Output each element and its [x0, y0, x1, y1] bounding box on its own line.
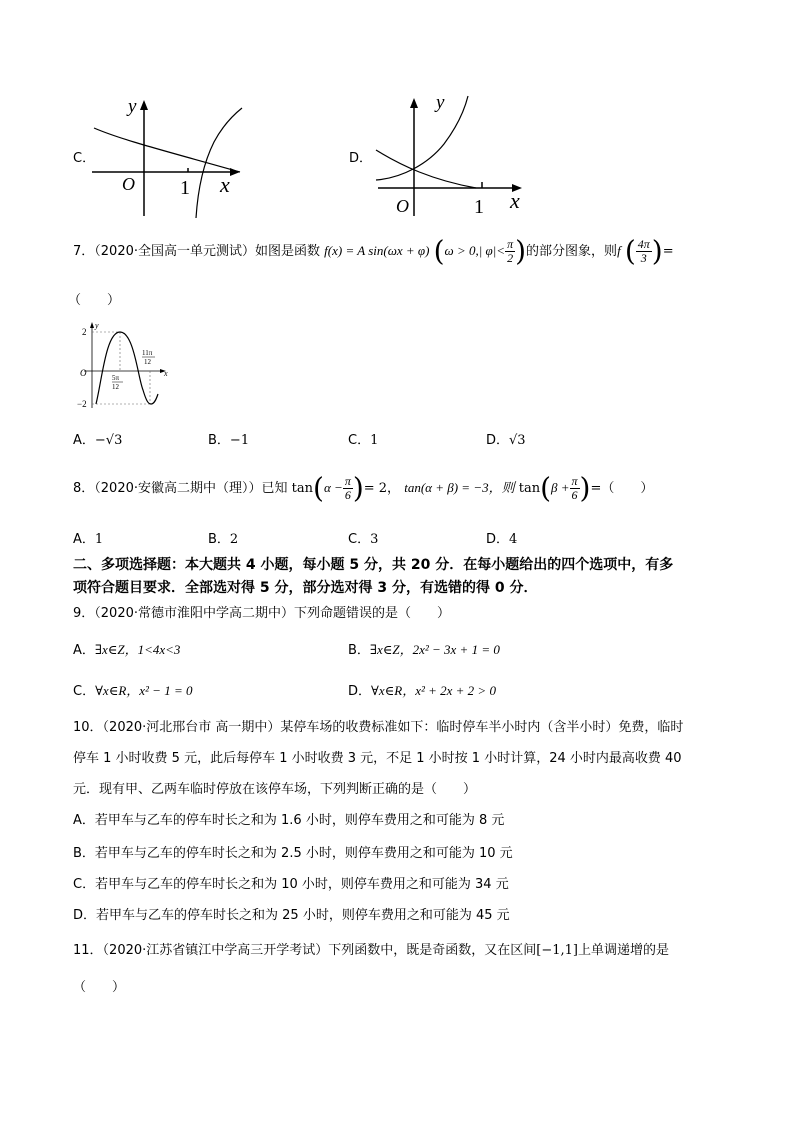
sine-curve [96, 332, 158, 404]
tick-11pi-num: 11π [142, 349, 153, 357]
y-axis-arrow [410, 98, 418, 108]
q7-answer-blank[interactable]: （ ） [68, 293, 121, 308]
q8-stem: 8．（2020·安徽高二期中（理））已知 tan(α − $\frac{\pi}{6}$ )= 2， tan(α + β) = −3，则 tan(β + $\frac{\pi}{6}$ )=（ ） [73, 471, 654, 505]
origin-label: O [396, 196, 409, 216]
q7-equals: = [662, 244, 674, 259]
q11-answer-blank[interactable]: （ ） [73, 980, 126, 995]
q10-stem-line3: 元．现有甲、乙两车临时停放在该停车场，下列判断正确的是（ ） [73, 782, 477, 797]
tick-5pi-num: 5π [112, 374, 120, 382]
q7-function: f(x) = A sin(ωx + φ) [324, 243, 430, 258]
q7-f: f [617, 243, 621, 258]
q10-option-d[interactable]: D．若甲车与乙车的停车时长之和为 25 小时，则停车费用之和可能为 45 元 [73, 908, 510, 923]
origin-label: O [122, 174, 135, 194]
q10-option-a[interactable]: A．若甲车与乙车的停车时长之和为 1.6 小时，则停车费用之和可能为 8 元 [73, 813, 505, 828]
y-axis-arrow [90, 322, 94, 328]
q8-pi-over-6-b: $\frac{\pi}{6}$ [571, 474, 578, 502]
q7-option-a[interactable]: A．−√3 [73, 433, 123, 448]
y-label: y [436, 92, 445, 113]
tick-5pi-den: 12 [112, 383, 119, 391]
q7-source: （2020·全国高一单元测试） [94, 244, 255, 259]
tick-11pi-den: 12 [144, 358, 151, 366]
q11-interval: [−1,1] [536, 943, 578, 958]
x-label: x [220, 172, 230, 197]
q7-pi-over-2: $\frac{\pi}{2}$ [507, 237, 514, 265]
q7-option-b[interactable]: B．−1 [208, 433, 250, 448]
q10-stem-line2: 停车 1 小时收费 5 元，此后每停车 1 小时收费 3 元，不足 1 小时按 1 小时计算，24 小时内最高收费 40 [73, 751, 682, 766]
q8-option-a[interactable]: A．1 [73, 532, 104, 547]
q6-option-d-label[interactable]: D． [349, 151, 373, 166]
q8-source: （2020·安徽高二期中（理）） [94, 481, 262, 496]
q8-pi-over-6-a: $\frac{\pi}{6}$ [344, 474, 351, 502]
origin-label: O [80, 368, 87, 378]
q10-option-b[interactable]: B．若甲车与乙车的停车时长之和为 2.5 小时，则停车费用之和可能为 10 元 [73, 846, 513, 861]
q8-option-d[interactable]: D．4 [486, 532, 518, 547]
increasing-curve [376, 96, 468, 180]
y-axis-arrow [140, 100, 148, 110]
q10-option-c[interactable]: C．若甲车与乙车的停车时长之和为 10 小时，则停车费用之和可能为 34 元 [73, 877, 509, 892]
q7-option-c[interactable]: C．1 [348, 433, 379, 448]
x-label: x [164, 369, 168, 378]
q6-option-c-label[interactable]: C． [73, 151, 96, 166]
y-label: y [95, 321, 99, 330]
q7-stem: 7．（2020·全国高一单元测试）如图是函数 f(x) = A sin(ωx + φ) (ω > 0,| φ|< $\frac{\pi}{2}$ )的部分图象，则f ( $\frac{4\pi}{3}$ )= [73, 234, 674, 268]
x-label: x [510, 188, 520, 213]
q7-option-d[interactable]: D．√3 [486, 433, 526, 448]
q7-sine-graph [76, 320, 172, 410]
q10-stem-line1: 10．（2020·河北邢台市 高一期中）某停车场的收费标准如下：临时停车半小时内（含半小时）免费，临时 [73, 720, 684, 735]
q7-condition: ω > 0,| φ|< [444, 243, 506, 258]
decreasing-curve [376, 150, 476, 188]
q9-stem: 9．（2020·常德市淮阳中学高二期中）下列命题错误的是（ ） [73, 606, 450, 621]
q7-stem-a: 如图是函数 [255, 244, 321, 259]
q9-option-a[interactable]: A．∃x∈Z，1<4x<3 [73, 642, 181, 658]
section2-heading-line1: 二、多项选择题：本大题共 4 小题，每小题 5 分，共 20 分．在每小题给出的四个选项中，有多 [73, 557, 674, 573]
y-min-label: −2 [77, 399, 87, 409]
tick-1-label: 1 [474, 196, 484, 218]
tick-1-label: 1 [180, 177, 190, 199]
q8-option-b[interactable]: B．2 [208, 532, 239, 547]
q9-option-b[interactable]: B．∃x∈Z，2x² − 3x + 1 = 0 [348, 642, 500, 658]
y-max-label: 2 [82, 327, 87, 337]
q11-stem: 11．（2020·江苏省镇江中学高三开学考试）下列函数中，既是奇函数，又在区间[−1,1]上单调递增的是 [73, 943, 669, 958]
q9-option-c[interactable]: C．∀x∈R，x² − 1 = 0 [73, 683, 193, 699]
increasing-curve [196, 108, 242, 218]
q7-4pi-over-3: $\frac{4\pi}{3}$ [637, 237, 650, 265]
q7-stem-b: 的部分图象，则 [526, 244, 618, 259]
q8-option-c[interactable]: C．3 [348, 532, 379, 547]
q6-graph-d [372, 92, 532, 220]
y-label: y [128, 96, 137, 117]
q7-number: 7． [73, 244, 95, 259]
q6-graph-c [92, 92, 252, 220]
q8-answer-blank[interactable]: =（ ） [590, 481, 654, 496]
q9-option-d[interactable]: D．∀x∈R，x² + 2x + 2 > 0 [348, 683, 496, 699]
section2-heading-line2: 项符合题目要求．全部选对得 5 分，部分选对得 3 分，有选错的得 0 分． [73, 580, 538, 596]
